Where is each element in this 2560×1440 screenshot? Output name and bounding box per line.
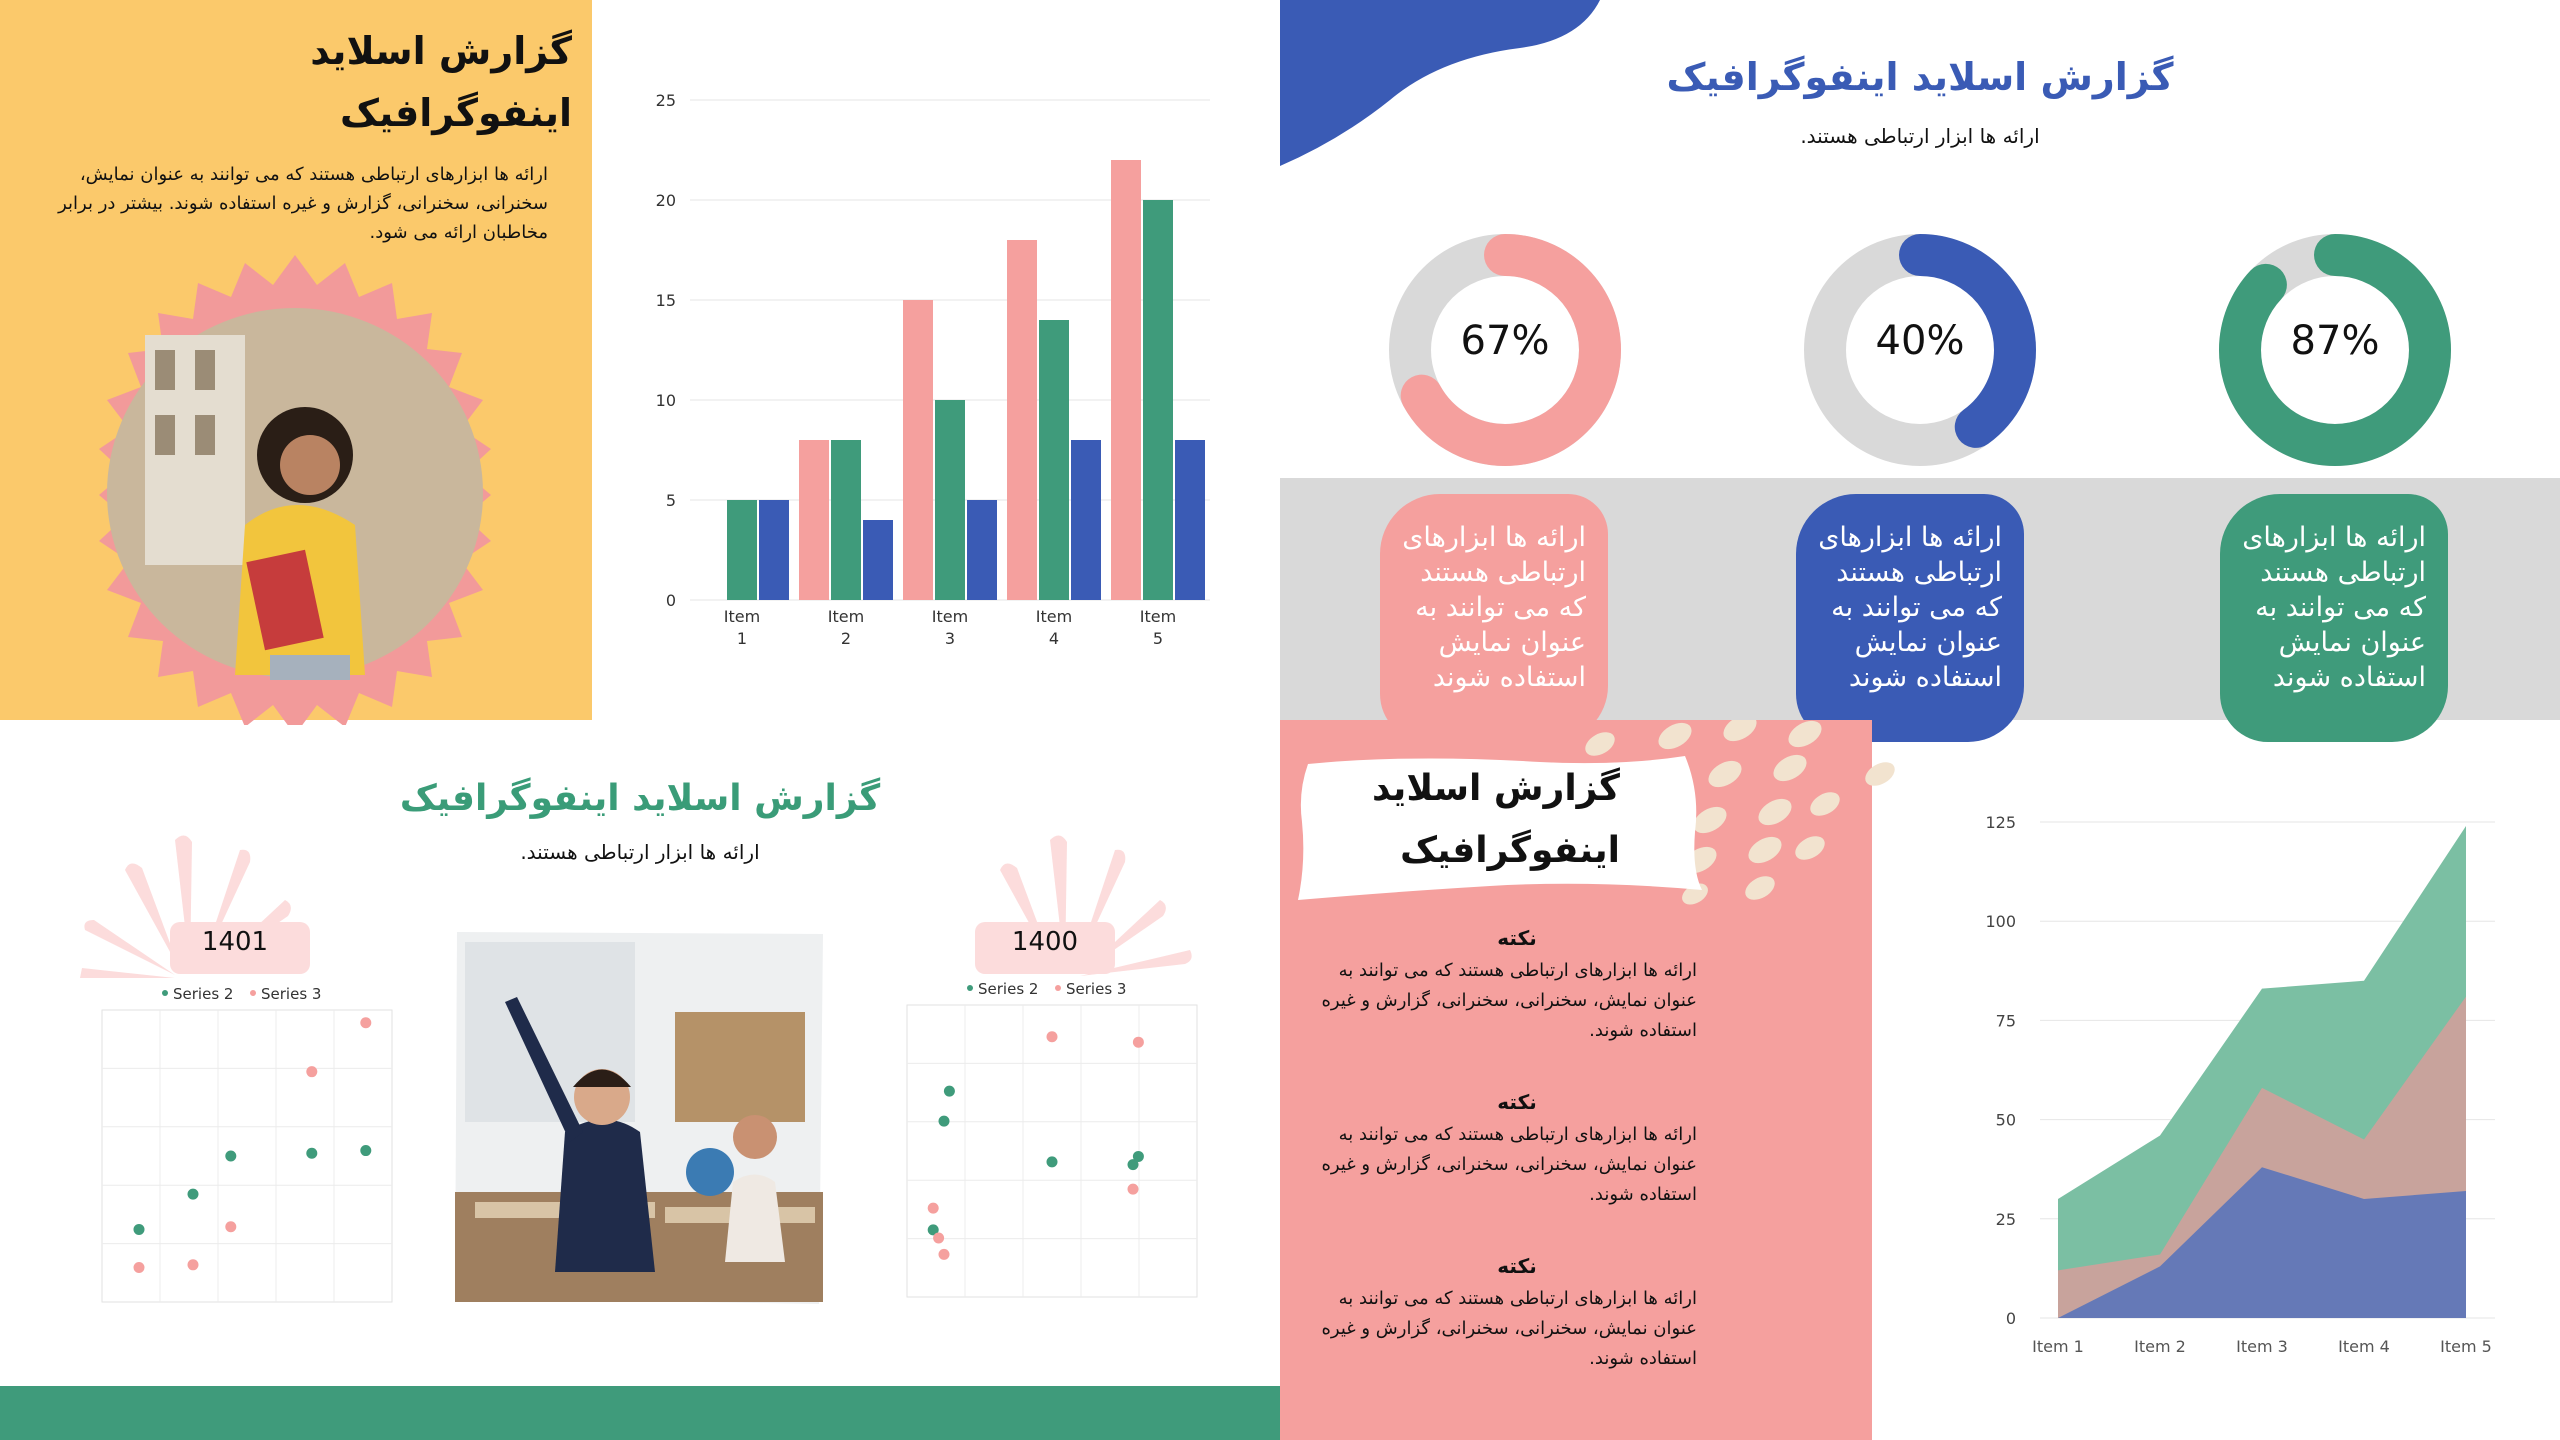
year-label-right: 1400 [1011, 927, 1079, 957]
area-chart [1920, 800, 2520, 1360]
bar [903, 300, 933, 600]
x-tick-label: Item [931, 607, 969, 626]
bar [935, 400, 965, 600]
scatter-point [1047, 1156, 1058, 1167]
scatter-point [933, 1233, 944, 1244]
scatter-point [1133, 1037, 1144, 1048]
slide4-title-line2: اینفوگرافیک [1400, 830, 1620, 871]
bar [967, 500, 997, 600]
y-tick-label: 50 [1995, 1110, 2016, 1130]
scatter-point [939, 1249, 950, 1260]
x-tick-label: 3 [944, 629, 956, 648]
scatter-point [939, 1116, 950, 1127]
bar-chart [640, 70, 1220, 670]
scatter-point [188, 1259, 199, 1270]
bar [1175, 440, 1205, 600]
note-3-body: ارائه ها ابزارهای ارتباطی هستند که می توانند به عنوان نمایش، سخنرانی، سخنرانی، گزارش و غیره استفاده شوند. [1321, 1288, 1697, 1369]
legend-label: Series 3 [1066, 980, 1127, 998]
y-tick-label: 0 [665, 591, 676, 610]
info-card-blue: ارائه ها ابزارهای ارتباطی هستند که می توانند به عنوان نمایش استفاده شوند [1796, 494, 2024, 742]
slide4-title-line1: گزارش اسلاید [1372, 768, 1620, 809]
info-card-green: ارائه ها ابزارهای ارتباطی هستند که می توانند به عنوان نمایش استفاده شوند [2220, 494, 2448, 742]
scatter-point [306, 1148, 317, 1159]
note-1-heading: نکته [1497, 926, 1537, 950]
legend-marker [1055, 985, 1061, 991]
x-tick-label: Item [827, 607, 865, 626]
y-tick-label: 100 [1985, 912, 2016, 932]
y-tick-label: 15 [655, 291, 676, 310]
x-tick-label: Item [1139, 607, 1177, 626]
x-tick-label: 5 [1152, 629, 1164, 648]
y-tick-label: 25 [1995, 1209, 2016, 1229]
bar [1111, 160, 1141, 600]
scatter-point [1128, 1184, 1139, 1195]
scatter-point [306, 1066, 317, 1077]
bar [1143, 200, 1173, 600]
legend-label: Series 2 [978, 980, 1039, 998]
info-card-pink: ارائه ها ابزارهای ارتباطی هستند که می توانند به عنوان نمایش استفاده شوند [1380, 494, 1608, 742]
y-tick-label: 10 [655, 391, 676, 410]
scatter-point [225, 1221, 236, 1232]
slide1-title-line2: اینفوگرافیک [339, 91, 572, 135]
bar [799, 440, 829, 600]
ring-3-label: 87% [2290, 318, 2380, 364]
scatter-point [1047, 1031, 1058, 1042]
classroom-photo [455, 932, 825, 1304]
legend-label: Series 3 [261, 985, 322, 1003]
ring-1-label: 67% [1460, 318, 1550, 364]
x-tick-label: Item 5 [2440, 1337, 2492, 1356]
x-tick-label: Item [723, 607, 761, 626]
bar [727, 500, 757, 600]
note-2-heading: نکته [1497, 1090, 1537, 1114]
plot-area [907, 1005, 1197, 1297]
bar [1007, 240, 1037, 600]
scatter-point [928, 1203, 939, 1214]
scatter-point [225, 1151, 236, 1162]
x-tick-label: Item [1035, 607, 1073, 626]
y-tick-label: 5 [665, 491, 676, 510]
y-tick-label: 125 [1985, 813, 2016, 832]
plot-area [102, 1010, 392, 1302]
x-tick-label: Item 1 [2032, 1337, 2084, 1356]
x-tick-label: Item 2 [2134, 1337, 2186, 1356]
x-tick-label: 2 [840, 629, 852, 648]
scatter-point [134, 1262, 145, 1273]
legend-label: Series 2 [173, 985, 234, 1003]
green-footer-bar [0, 1386, 1280, 1440]
slide2-title: گزارش اسلاید اینفوگرافیک [1666, 55, 2174, 99]
x-tick-label: Item 4 [2338, 1337, 2390, 1356]
bar [1071, 440, 1101, 600]
bar [1039, 320, 1069, 600]
y-tick-label: 20 [655, 191, 676, 210]
scatter-point [360, 1017, 371, 1028]
x-tick-label: 4 [1048, 629, 1060, 648]
student-photo-frame [55, 255, 535, 725]
sunburst-decoration-right [955, 830, 1195, 980]
note-1-body: ارائه ها ابزارهای ارتباطی هستند که می توانند به عنوان نمایش، سخنرانی، سخنرانی، گزارش و غیره استفاده شوند. [1321, 960, 1697, 1041]
slide1-title [272, 20, 572, 144]
slide2-subtitle: ارائه ها ابزار ارتباطی هستند. [1800, 124, 2040, 148]
slide3-subtitle: ارائه ها ابزار ارتباطی هستند. [520, 840, 760, 864]
slide1-body-text: ارائه ها ابزارهای ارتباطی هستند که می توانند به عنوان نمایش، سخنرانی، سخنرانی، گزارش و غیره استفاده شوند. بیشتر در برابر مخاطبان ارائه می شود. [58, 164, 548, 243]
bar [863, 520, 893, 600]
slide3-title: گزارش اسلاید اینفوگرافیک [399, 778, 881, 819]
sunburst-decoration-left [80, 830, 320, 980]
slide4-title [1340, 758, 1620, 882]
scatter-point [188, 1189, 199, 1200]
legend-marker [250, 990, 256, 996]
scatter-point [134, 1224, 145, 1235]
bar [831, 440, 861, 600]
bar [759, 500, 789, 600]
note-2-body: ارائه ها ابزارهای ارتباطی هستند که می توانند به عنوان نمایش، سخنرانی، سخنرانی، گزارش و غیره استفاده شوند. [1321, 1124, 1697, 1205]
y-tick-label: 0 [2005, 1309, 2016, 1328]
slide1-title-line1: گزارش اسلاید [310, 29, 572, 73]
y-tick-label: 75 [1995, 1011, 2016, 1031]
legend-marker [967, 985, 973, 991]
scatter-chart-right [905, 975, 1205, 1310]
scatter-point [944, 1086, 955, 1097]
x-tick-label: Item 3 [2236, 1337, 2288, 1356]
ring-2-label: 40% [1875, 318, 1965, 364]
scatter-point [360, 1145, 371, 1156]
year-label-left: 1401 [201, 927, 269, 957]
scatter-chart-left [100, 980, 400, 1310]
scatter-point [1133, 1151, 1144, 1162]
legend-marker [162, 990, 168, 996]
x-tick-label: 1 [736, 629, 748, 648]
note-3-heading: نکته [1497, 1254, 1537, 1278]
y-tick-label: 25 [655, 91, 676, 110]
